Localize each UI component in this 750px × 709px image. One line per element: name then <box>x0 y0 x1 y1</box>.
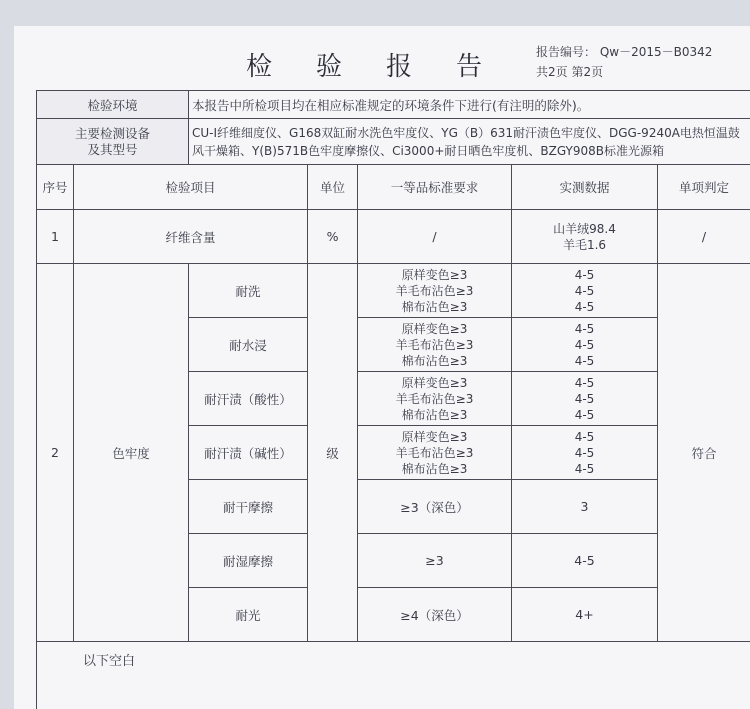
sub-standard <box>358 426 512 480</box>
report-title <box>246 46 482 83</box>
footer-note: 以下空白 <box>83 654 136 669</box>
header-standard: 一等品标准要求 <box>358 165 512 210</box>
row-colorfast-sub <box>37 264 750 318</box>
equipment-value: CU-Ⅰ纤维细度仪、G168双缸耐水洗色牢度仪、YG（B）631耐汗渍色牢度仪、DGG-9240A电热恒温鼓风干燥箱、Y(B)571B色牢度摩擦仪、Ci3000+耐日晒色牢度机、BZGY908B标准光源箱 <box>189 119 750 165</box>
header-row <box>37 165 750 210</box>
sub-item-name: 耐湿摩擦 <box>189 534 308 588</box>
report-paper <box>14 26 750 709</box>
std-line: 羊毛布沾色≥3 <box>395 283 474 298</box>
val-line: 4-5 <box>574 283 595 298</box>
sub-standard <box>358 264 512 318</box>
row1-verdict: / <box>658 210 750 264</box>
val-line: 4-5 <box>574 353 595 368</box>
sub-measured: 4-5 <box>512 534 658 588</box>
std-line: 原样变色≥3 <box>401 375 468 390</box>
sub-item-name: 耐汗渍（碱性） <box>189 426 308 480</box>
sub-item-name: 耐洗 <box>189 264 308 318</box>
row1-measured-line1: 山羊绒98.4 <box>553 221 616 236</box>
val-line: 4-5 <box>574 375 595 390</box>
header-no: 序号 <box>37 165 74 210</box>
env-row <box>37 91 750 119</box>
row1-standard: / <box>358 210 512 264</box>
std-line: 棉布沾色≥3 <box>401 353 468 368</box>
header-item: 检验项目 <box>74 165 308 210</box>
row1-measured-line2: 羊毛1.6 <box>562 237 607 252</box>
std-line: 原样变色≥3 <box>401 321 468 336</box>
row2-item: 色牢度 <box>74 264 189 642</box>
sub-item-name: 耐水浸 <box>189 318 308 372</box>
report-number: 报告编号： Qw－2015－B0342 <box>536 45 713 59</box>
sub-item-name: 耐干摩擦 <box>189 480 308 534</box>
val-line: 4-5 <box>574 337 595 352</box>
val-line: 4-5 <box>574 391 595 406</box>
footer-blank-area <box>36 638 750 709</box>
std-line: 原样变色≥3 <box>401 267 468 282</box>
val-line: 4-5 <box>574 407 595 422</box>
row2-no: 2 <box>37 264 74 642</box>
header-verdict: 单项判定 <box>658 165 750 210</box>
env-label: 检验环境 <box>37 91 189 119</box>
val-line: 4-5 <box>574 299 595 314</box>
sub-item-name: 耐汗渍（酸性） <box>189 372 308 426</box>
std-line: 羊毛布沾色≥3 <box>395 337 474 352</box>
row2-verdict: 符合 <box>658 264 750 642</box>
std-line: 棉布沾色≥3 <box>401 407 468 422</box>
val-line: 4-5 <box>574 429 595 444</box>
row-fiber-content <box>37 210 750 264</box>
std-line: 棉布沾色≥3 <box>401 299 468 314</box>
report-meta <box>536 42 712 82</box>
sub-measured: 4+ <box>512 588 658 642</box>
sub-standard <box>358 372 512 426</box>
title-char: 报 <box>386 52 413 82</box>
row2-unit: 级 <box>308 264 358 642</box>
val-line: 4-5 <box>574 445 595 460</box>
val-line: 4-5 <box>574 461 595 476</box>
sub-measured: 3 <box>512 480 658 534</box>
title-char: 检 <box>246 52 273 82</box>
std-line: 原样变色≥3 <box>401 429 468 444</box>
title-char: 验 <box>316 52 343 82</box>
header-measured: 实测数据 <box>512 165 658 210</box>
row1-no: 1 <box>37 210 74 264</box>
val-line: 4-5 <box>574 321 595 336</box>
row1-item: 纤维含量 <box>74 210 308 264</box>
env-value: 本报告中所检项目均在相应标准规定的环境条件下进行(有注明的除外)。 <box>189 91 750 119</box>
sub-measured <box>512 372 658 426</box>
row1-measured <box>512 210 658 264</box>
val-line: 4-5 <box>574 267 595 282</box>
sub-measured <box>512 426 658 480</box>
header-unit: 单位 <box>308 165 358 210</box>
equipment-row <box>37 119 750 165</box>
inspection-table <box>36 90 750 642</box>
page-count: 共2页 第2页 <box>536 65 604 79</box>
sub-standard <box>358 318 512 372</box>
equipment-label-line2: 及其型号 <box>87 141 138 157</box>
title-char: 告 <box>456 52 483 82</box>
sub-standard: ≥4（深色） <box>358 588 512 642</box>
equipment-label-line1: 主要检测设备 <box>75 125 151 141</box>
std-line: 羊毛布沾色≥3 <box>395 391 474 406</box>
equipment-label <box>37 119 189 165</box>
std-line: 棉布沾色≥3 <box>401 461 468 476</box>
sub-item-name: 耐光 <box>189 588 308 642</box>
sub-measured <box>512 318 658 372</box>
std-line: 羊毛布沾色≥3 <box>395 445 474 460</box>
row1-unit: % <box>308 210 358 264</box>
sub-standard: ≥3（深色） <box>358 480 512 534</box>
sub-measured <box>512 264 658 318</box>
sub-standard: ≥3 <box>358 534 512 588</box>
